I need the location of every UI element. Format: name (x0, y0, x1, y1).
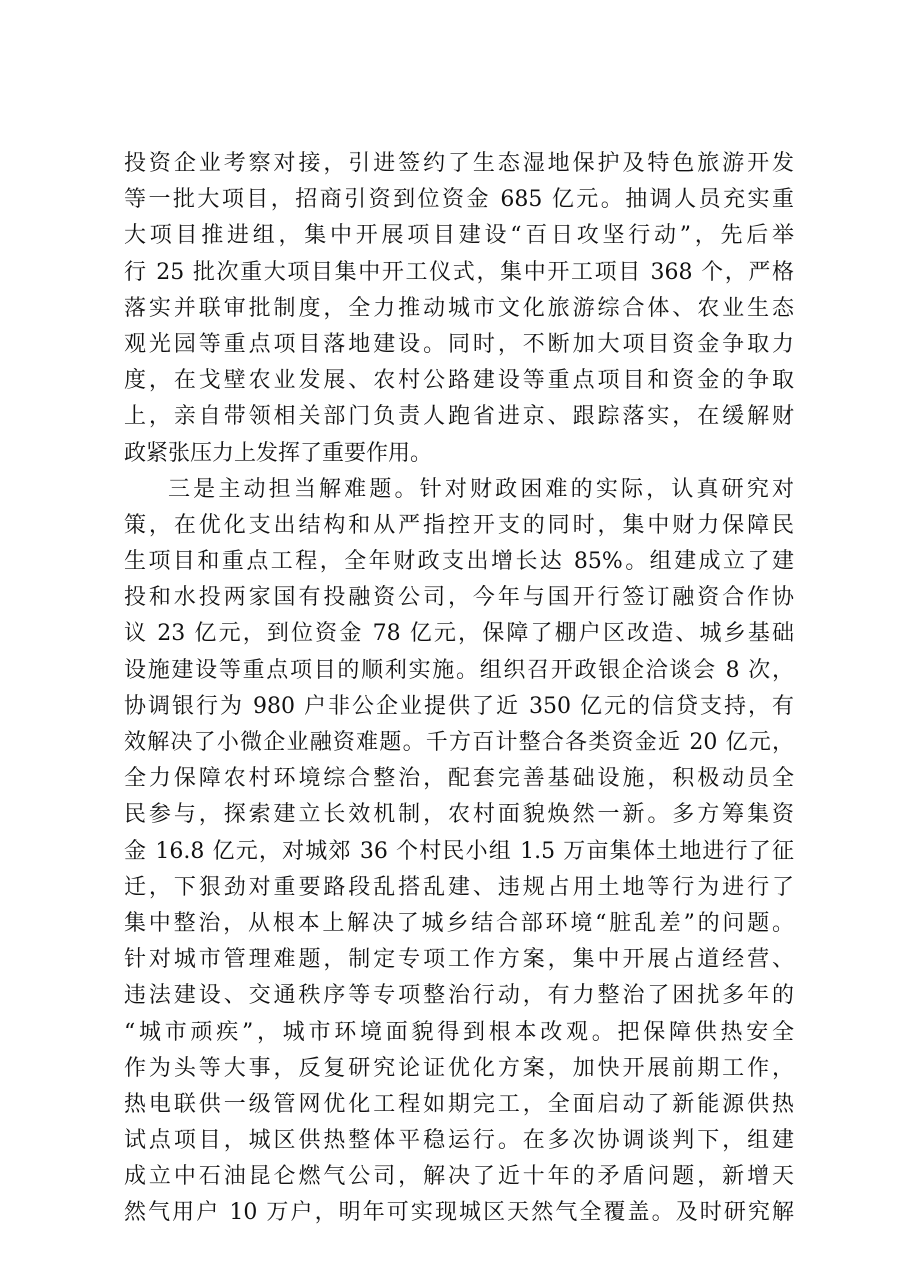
text-line: 度，在戈壁农业发展、农村公路建设等重点项目和资金的争取 (124, 368, 794, 394)
text-line: 上，亲自带领相关部门负责人跑省进京、跟踪落实，在缓解财 (124, 404, 794, 430)
text-line: 协调银行为 980 户非公企业提供了近 350 亿元的信贷支持，有 (124, 693, 794, 719)
text-line: 生项目和重点工程，全年财政支出增长达 85%。组建成立了建 (124, 549, 794, 575)
text-line: 落实并联审批制度，全力推动城市文化旅游综合体、农业生态 (124, 295, 794, 321)
text-line: 集中整治，从根本上解决了城乡结合部环境“脏乱差”的问题。 (124, 910, 794, 936)
paragraph-start-line: 三是主动担当解难题。针对财政困难的实际，认真研究对 (168, 476, 794, 502)
text-line: 行 25 批次重大项目集中开工仪式，集中开工项目 368 个，严格 (124, 259, 794, 285)
text-line: 成立中石油昆仑燃气公司，解决了近十年的矛盾问题，新增天 (124, 1164, 794, 1190)
text-line: 试点项目，城区供热整体平稳运行。在多次协调谈判下，组建 (124, 1128, 794, 1154)
text-line: 效解决了小微企业融资难题。千方百计整合各类资金近 20 亿元， (124, 730, 794, 755)
text-line: 投资企业考察对接，引进签约了生态湿地保护及特色旅游开发 (124, 151, 794, 176)
text-line: 金 16.8 亿元，对城郊 36 个村民小组 1.5 万亩集体土地进行了征 (124, 838, 794, 864)
text-line: 作为头等大事，反复研究论证优化方案，加快开展前期工作， (124, 1055, 794, 1081)
text-line: 观光园等重点项目落地建设。同时，不断加大项目资金争取力 (124, 331, 794, 357)
text-line: 民参与，探索建立长效机制，农村面貌焕然一新。多方筹集资 (124, 802, 794, 828)
text-line: 等一批大项目，招商引资到位资金 685 亿元。抽调人员充实重 (124, 187, 794, 213)
body-text (124, 146, 794, 1232)
text-line: 针对城市管理难题，制定专项工作方案，集中开展占道经营、 (124, 947, 794, 973)
text-line: 全力保障农村环境综合整治，配套完善基础设施，积极动员全 (124, 766, 794, 792)
text-line: 迁，下狠劲对重要路段乱搭乱建、违规占用土地等行为进行了 (124, 874, 794, 900)
text-line: 设施建设等重点项目的顺利实施。组织召开政银企洽谈会 8 次， (124, 657, 794, 683)
text-line: 热电联供一级管网优化工程如期完工，全面启动了新能源供热 (124, 1091, 794, 1117)
text-line: 政紧张压力上发挥了重要作用。 (124, 440, 433, 466)
text-line: 然气用户 10 万户，明年可实现城区天然气全覆盖。及时研究解 (124, 1200, 794, 1226)
text-line: 大项目推进组，集中开展项目建设“百日攻坚行动”，先后举 (124, 223, 794, 249)
text-line: “城市顽疾”，城市环境面貌得到根本改观。把保障供热安全 (124, 1019, 794, 1045)
text-line: 投和水投两家国有投融资公司，今年与国开行签订融资合作协 (124, 585, 794, 611)
text-line: 策，在优化支出结构和从严指控开支的同时，集中财力保障民 (124, 512, 794, 538)
text-line: 议 23 亿元，到位资金 78 亿元，保障了棚户区改造、城乡基础 (124, 621, 794, 647)
text-line: 违法建设、交通秩序等专项整治行动，有力整治了困扰多年的 (124, 983, 794, 1009)
